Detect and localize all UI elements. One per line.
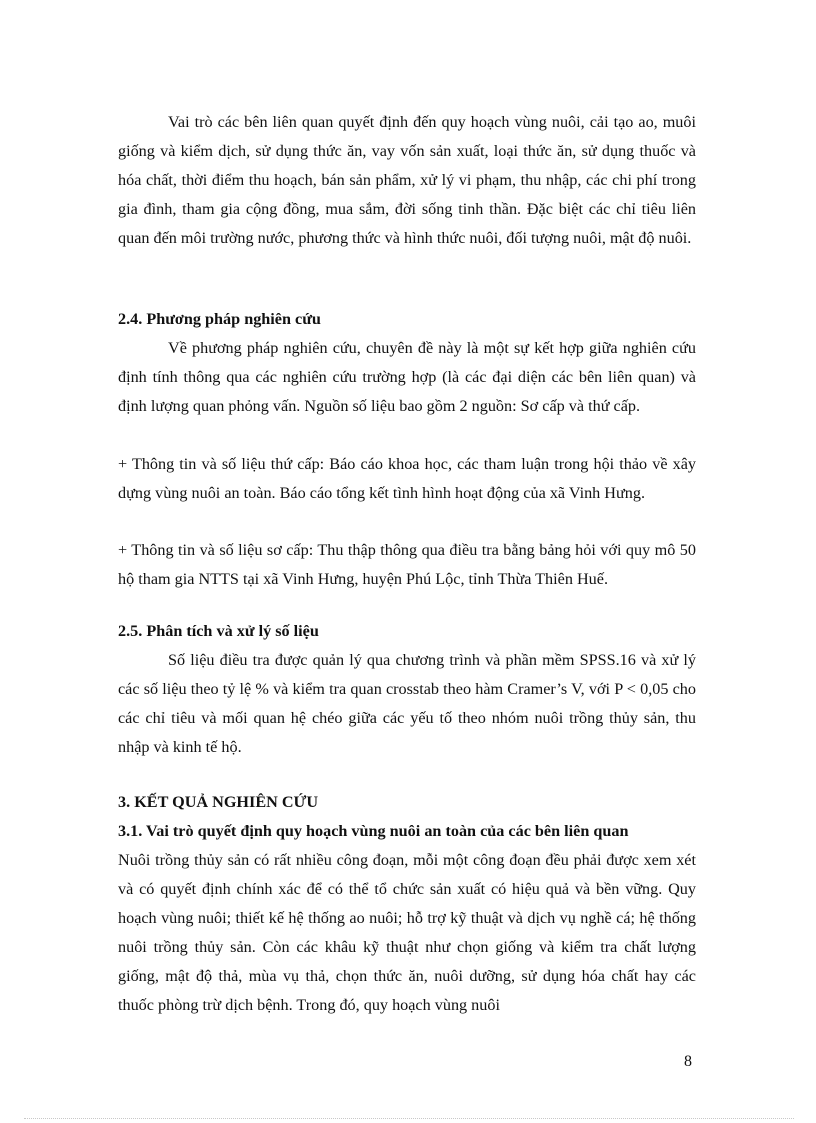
page-number: 8: [684, 1053, 692, 1070]
section-heading-2-5: 2.5. Phân tích và xử lý số liệu: [118, 622, 319, 640]
paragraph-data-analysis: Số liệu điều tra được quản lý qua chương trình và phần mềm SPSS.16 và xử lý các số liệu theo tỷ lệ % và kiểm tra quan crosstab theo hàm Cramer’s V, với P < 0,05 cho các chỉ tiêu và mối quan hệ chéo giữa các yếu tố theo nhóm nuôi trồng thủy sản, thu nhập và kinh tế hộ.: [118, 651, 696, 756]
section-heading-3: 3. KẾT QUẢ NGHIÊN CỨU: [118, 793, 319, 811]
paragraph-primary-data: + Thông tin và số liệu sơ cấp: Thu thập thông qua điều tra bằng bảng hỏi với quy mô 50 hộ tham gia NTTS tại xã Vinh Hưng, huyện Phú Lộc, tỉnh Thừa Thiên Huế.: [118, 541, 696, 588]
section-heading-2-4: 2.4. Phương pháp nghiên cứu: [118, 310, 321, 328]
page-bottom-divider: [24, 1118, 794, 1119]
section-heading-3-1: 3.1. Vai trò quyết định quy hoạch vùng nuôi an toàn của các bên liên quan: [118, 822, 629, 840]
paragraph-aquaculture-stages: Nuôi trồng thủy sản có rất nhiều công đoạn, mỗi một công đoạn đều phải được xem xét và có quyết định chính xác để có thể tổ chức sản xuất có hiệu quả và bền vững. Quy hoạch vùng nuôi; thiết kế hệ thống ao nuôi; hỗ trợ kỹ thuật và dịch vụ nghề cá; hệ thống nuôi trồng thủy sản. Còn các khâu kỹ thuật như chọn giống và kiểm tra chất lượng giống, mật độ thả, mùa vụ thả, chọn thức ăn, nuôi dưỡng, sử dụng hóa chất hay các thuốc phòng trừ dịch bệnh. Trong đó, quy hoạch vùng nuôi: [118, 851, 696, 1014]
paragraph-secondary-data: + Thông tin và số liệu thứ cấp: Báo cáo khoa học, các tham luận trong hội thảo về xây dựng vùng nuôi an toàn. Báo cáo tổng kết tình hình hoạt động của xã Vinh Hưng.: [118, 455, 696, 502]
paragraph-stakeholder-roles: Vai trò các bên liên quan quyết định đến quy hoạch vùng nuôi, cải tạo ao, muôi giống và kiểm dịch, sử dụng thức ăn, vay vốn sản xuất, loại thức ăn, sử dụng thuốc và hóa chất, thời điểm thu hoạch, bán sản phẩm, xử lý vi phạm, thu nhập, các chi phí trong gia đình, tham gia cộng đồng, mua sắm, đời sống tinh thần. Đặc biệt các chỉ tiêu liên quan đến môi trường nước, phương thức và hình thức nuôi, đối tượng nuôi, mật độ nuôi.: [118, 113, 696, 247]
paragraph-research-method: Về phương pháp nghiên cứu, chuyên đề này là một sự kết hợp giữa nghiên cứu định tính thông qua các nghiên cứu trường hợp (là các đại diện các bên liên quan) và định lượng quan phỏng vấn. Nguồn số liệu bao gồm 2 nguồn: Sơ cấp và thứ cấp.: [118, 339, 696, 415]
